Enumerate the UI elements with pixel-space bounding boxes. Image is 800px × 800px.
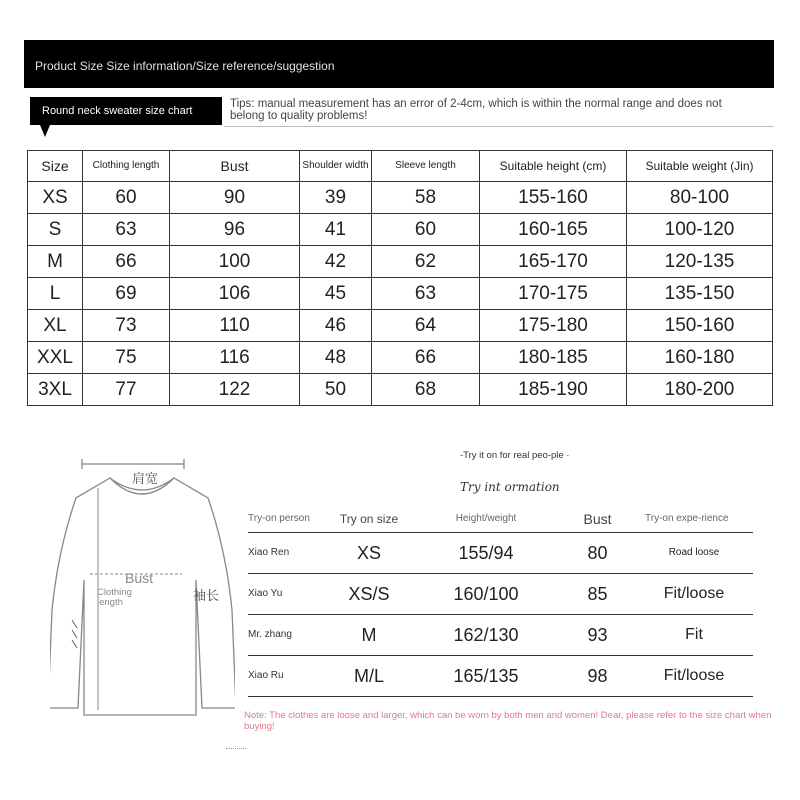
sleeve-cell: 60	[372, 214, 480, 246]
experience-cell: Fit	[685, 626, 703, 643]
clothing-length-cell: 66	[83, 246, 170, 278]
clothing-length-cell: 60	[83, 182, 170, 214]
size-cell: M/L	[353, 665, 384, 686]
header-clothing-length: Clothing length	[83, 151, 170, 182]
clothing-length-cell: 75	[83, 342, 170, 374]
table-row	[248, 656, 753, 697]
height-cell: 160-165	[480, 214, 627, 246]
shoulder-cell: 45	[300, 278, 372, 310]
header-person: Try-on person	[248, 512, 310, 524]
weight-cell: 160-180	[627, 342, 773, 374]
bust-cell: 93	[587, 624, 608, 645]
weight-cell: 180-200	[627, 374, 773, 406]
header-suitable-height: Suitable height (cm)	[480, 151, 627, 182]
header-experience: Try-on expe-rience	[645, 513, 729, 524]
clothing-length-cell: 69	[83, 278, 170, 310]
header-try-size: Try on size	[339, 511, 399, 526]
table-row	[248, 574, 753, 615]
bust-cell: 122	[170, 374, 300, 406]
table-row	[28, 214, 773, 246]
tryon-table	[248, 505, 753, 697]
height-cell: 170-175	[480, 278, 627, 310]
bust-label: Bust	[125, 570, 154, 586]
person-cell: Xiao Ru	[248, 670, 284, 681]
table-row	[28, 182, 773, 214]
size-cell: XL	[28, 310, 83, 342]
height-cell: 165-170	[480, 246, 627, 278]
size-table-header	[28, 151, 773, 182]
table-row	[248, 533, 753, 574]
size-chart-table	[27, 150, 773, 406]
header-bust: Bust	[583, 510, 612, 527]
experience-cell: Fit/loose	[663, 667, 725, 684]
shoulder-cell: 48	[300, 342, 372, 374]
size-cell: M	[28, 246, 83, 278]
size-cell: XS	[356, 542, 381, 563]
size-cell: XS/S	[348, 583, 390, 604]
bust-cell: 90	[170, 182, 300, 214]
decorative-dots	[226, 748, 246, 750]
sleeve-label: 袖长	[193, 588, 220, 603]
bust-cell: 98	[587, 665, 608, 686]
shoulder-label: 肩宽	[132, 471, 159, 486]
length-label: Clothing length	[97, 587, 132, 608]
bust-cell: 85	[587, 583, 608, 604]
height-cell: 180-185	[480, 342, 627, 374]
height-weight-cell: 162/130	[453, 624, 519, 645]
person-cell: Xiao Ren	[248, 547, 290, 558]
clothing-length-cell: 77	[83, 374, 170, 406]
tryon-script-title: Try int ormation	[460, 480, 560, 494]
size-cell: S	[28, 214, 83, 246]
tryon-title: -Try it on for real peo-ple ·	[460, 450, 570, 461]
size-chart-tag: Round neck sweater size chart	[30, 97, 222, 125]
sleeve-cell: 58	[372, 182, 480, 214]
sleeve-cell: 64	[372, 310, 480, 342]
subheader-divider	[224, 126, 774, 127]
tag-pointer	[40, 125, 50, 137]
size-cell: XXL	[28, 342, 83, 374]
table-row	[28, 374, 773, 406]
sleeve-cell: 68	[372, 374, 480, 406]
size-cell: 3XL	[28, 374, 83, 406]
weight-cell: 120-135	[627, 246, 773, 278]
sleeve-cell: 63	[372, 278, 480, 310]
height-weight-cell: 165/135	[453, 665, 519, 686]
header-sleeve-length: Sleeve length	[372, 151, 480, 182]
shoulder-cell: 50	[300, 374, 372, 406]
size-cell: L	[28, 278, 83, 310]
header-bust: Bust	[170, 151, 300, 182]
table-row	[28, 342, 773, 374]
header-suitable-weight: Suitable weight (Jin)	[627, 151, 773, 182]
person-cell: Mr. zhang	[248, 629, 292, 640]
clothing-length-cell: 63	[83, 214, 170, 246]
bust-cell: 116	[170, 342, 300, 374]
sizing-note: Note: The clothes are loose and larger, which can be worn by both men and women! Dear, please refer to the size chart when buying!	[244, 710, 772, 732]
weight-cell: 80-100	[627, 182, 773, 214]
person-cell: Xiao Yu	[248, 588, 283, 599]
bust-cell: 110	[170, 310, 300, 342]
sweater-diagram	[50, 440, 235, 725]
weight-cell: 150-160	[627, 310, 773, 342]
header-shoulder-width: Shoulder width	[300, 151, 372, 182]
header-size: Size	[28, 151, 83, 182]
experience-cell: Road loose	[668, 547, 720, 558]
page-header	[24, 40, 774, 88]
sleeve-cell: 66	[372, 342, 480, 374]
height-cell: 185-190	[480, 374, 627, 406]
height-weight-cell: 160/100	[453, 583, 519, 604]
bust-cell: 96	[170, 214, 300, 246]
size-chart-subheader	[24, 97, 774, 127]
clothing-length-cell: 73	[83, 310, 170, 342]
shoulder-cell: 41	[300, 214, 372, 246]
experience-cell: Fit/loose	[663, 585, 725, 602]
tryon-header-row	[248, 505, 753, 533]
header-height-weight: Height/weight	[455, 513, 517, 524]
bust-cell: 106	[170, 278, 300, 310]
height-weight-cell: 155/94	[458, 542, 514, 563]
table-row	[28, 246, 773, 278]
shoulder-cell: 39	[300, 182, 372, 214]
shoulder-cell: 42	[300, 246, 372, 278]
size-cell: XS	[28, 182, 83, 214]
bust-cell: 100	[170, 246, 300, 278]
weight-cell: 100-120	[627, 214, 773, 246]
table-row	[248, 615, 753, 656]
height-cell: 175-180	[480, 310, 627, 342]
shoulder-cell: 46	[300, 310, 372, 342]
sleeve-cell: 62	[372, 246, 480, 278]
table-row	[28, 310, 773, 342]
table-row	[28, 278, 773, 310]
size-cell: M	[361, 624, 377, 645]
weight-cell: 135-150	[627, 278, 773, 310]
height-cell: 155-160	[480, 182, 627, 214]
bust-cell: 80	[587, 542, 608, 563]
header-title: Product Size Size information/Size reference/suggestion	[35, 59, 335, 73]
measurement-tips: Tips: manual measurement has an error of 2-4cm, which is within the normal range and does not belong to quality problems!	[230, 98, 722, 122]
